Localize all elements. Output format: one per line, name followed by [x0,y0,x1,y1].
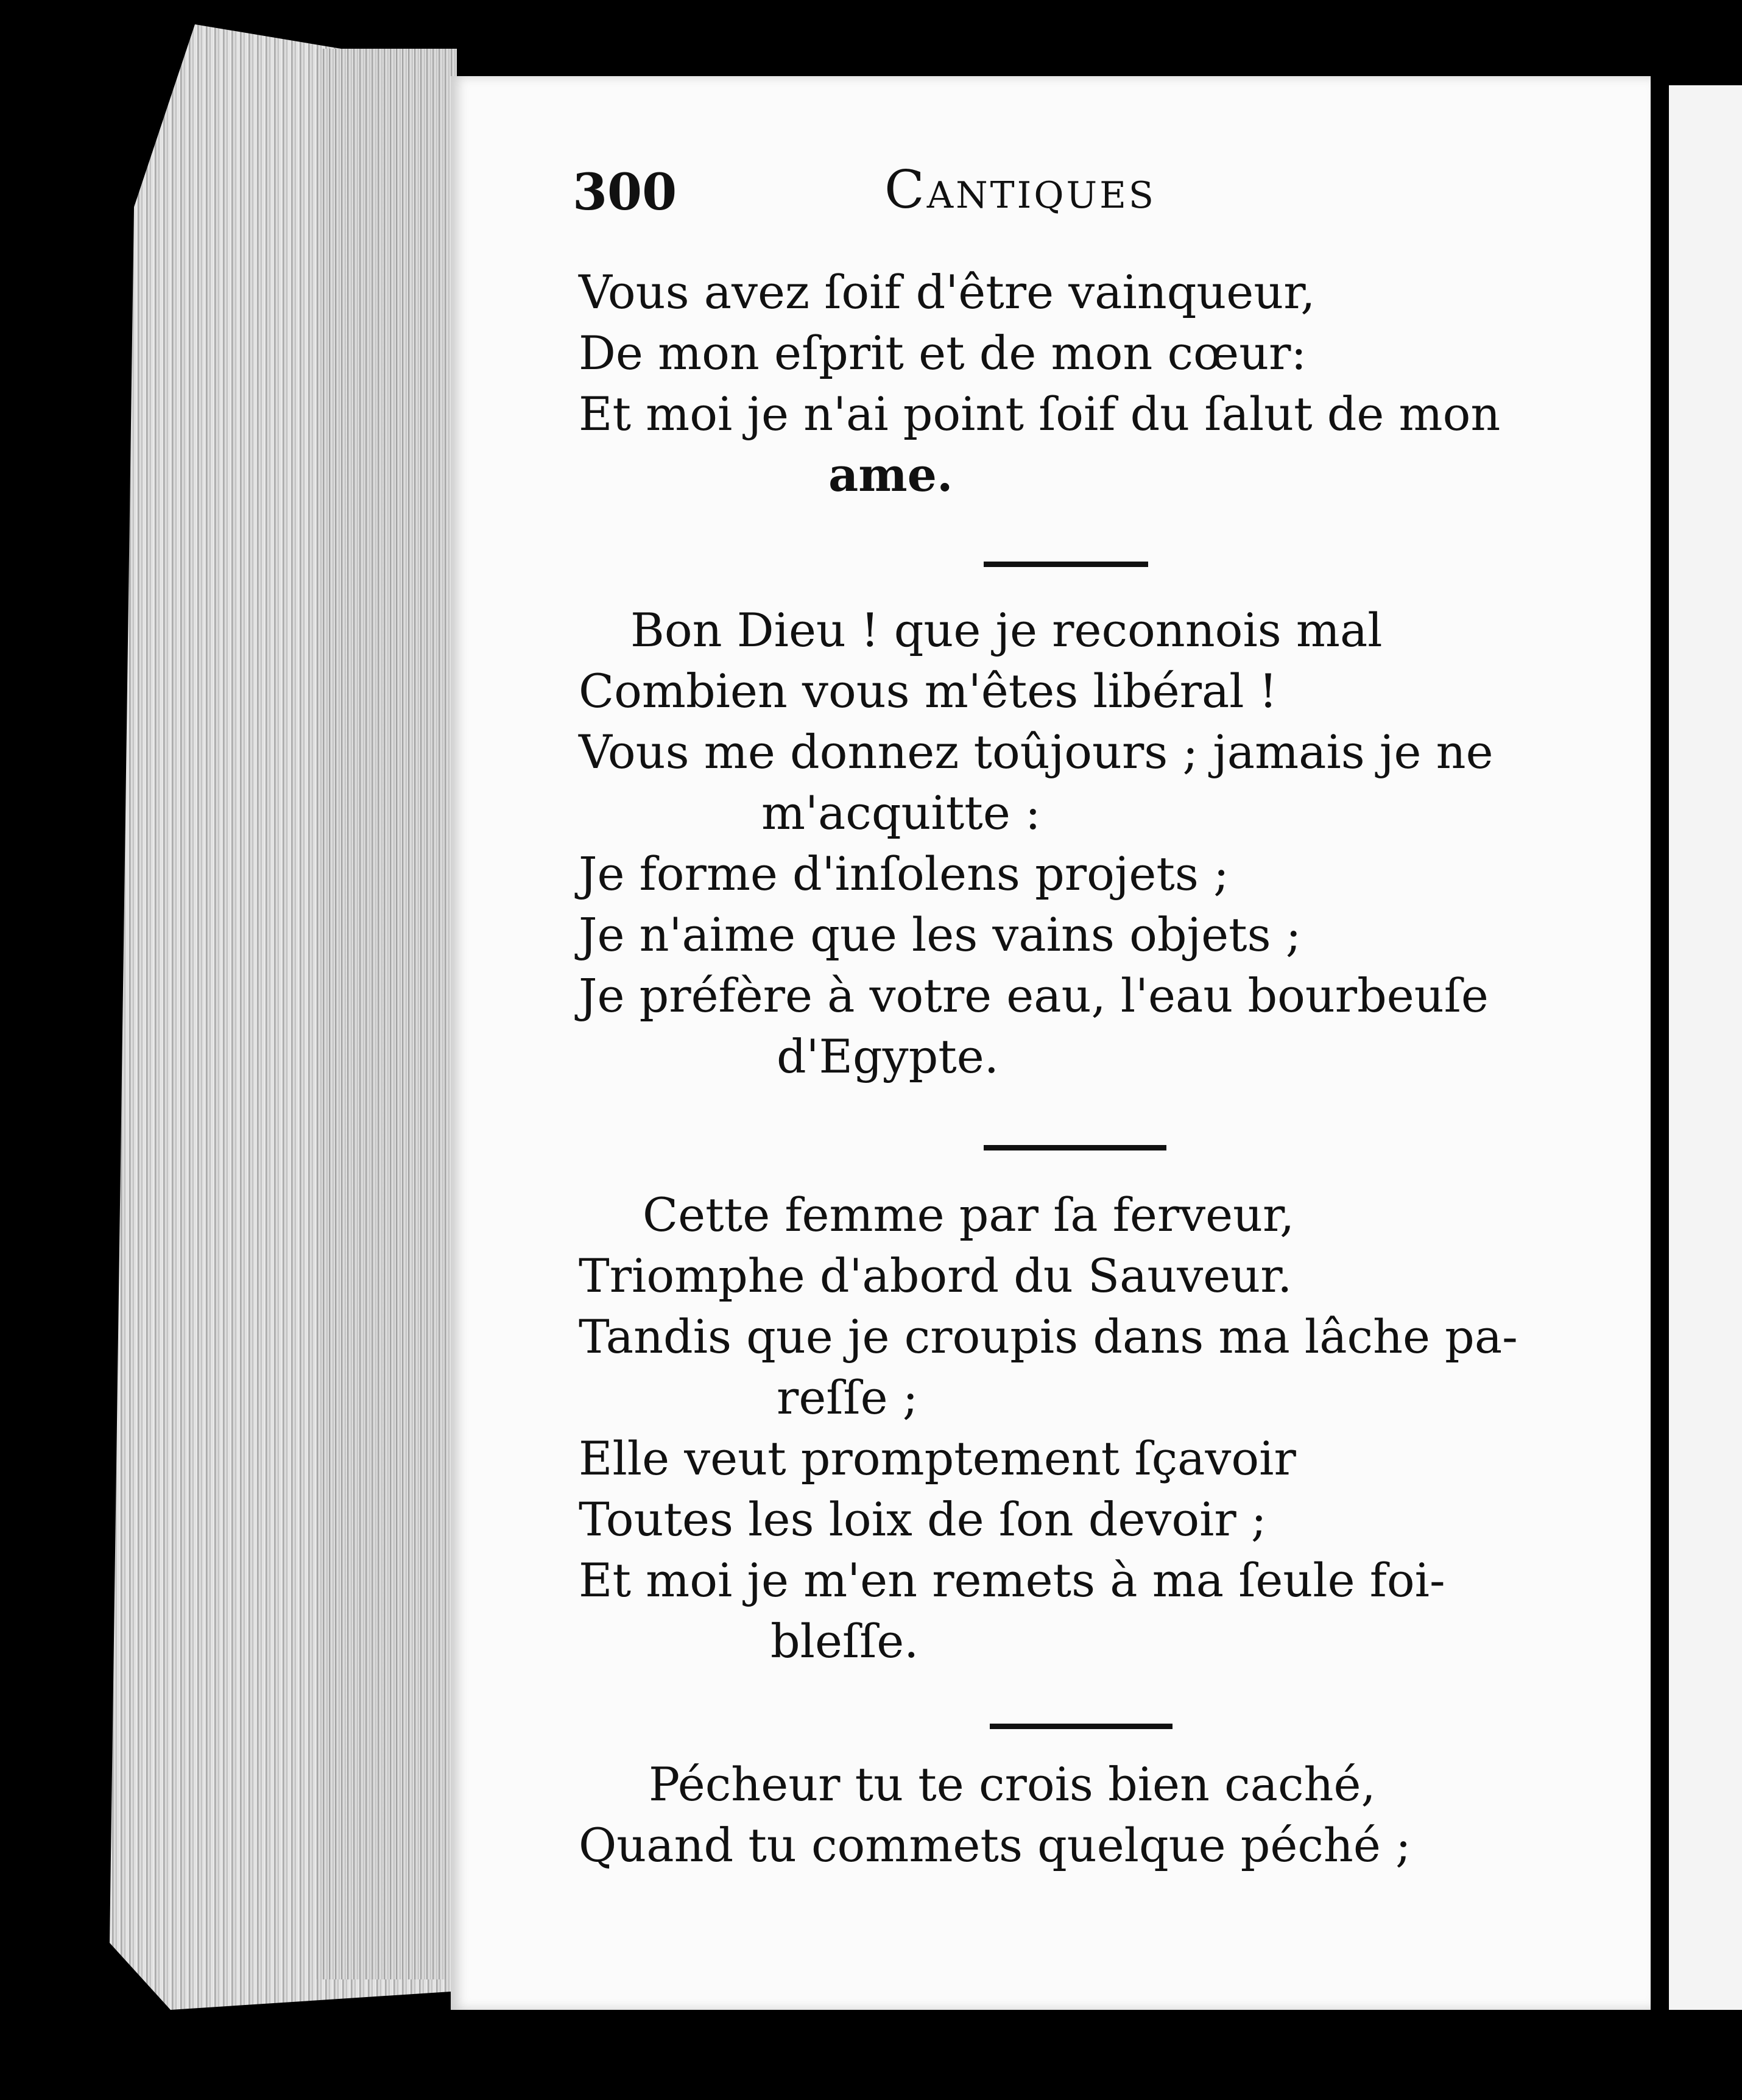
verse-line: Je forme d'inſolens projets ; [579,847,1229,901]
verse-line: Cette femme par ſa ferveur, [643,1188,1295,1242]
verse-line: ame. [828,448,953,502]
verse-line: Tandis que je croupis dans ma lâche pa- [579,1309,1518,1364]
verse-line: Et moi je n'ai point ſoif du ſalut de mon [579,387,1501,441]
verse-line: d'Egypte. [777,1029,999,1083]
stanza-1 [579,262,1590,506]
stanza-divider [984,1145,1166,1150]
page-number: 300 [573,163,677,222]
verse-line: bleſſe. [770,1614,919,1668]
stanza-3 [579,1185,1590,1672]
verse-line: Vous me donnez toûjours ; jamais je ne [579,725,1493,779]
stanza-2 [579,600,1590,1087]
verse-line: Vous avez ſoif d'être vainqueur, [579,265,1316,319]
verse-line: Bon Dieu ! que je reconnois mal [630,603,1383,657]
verse-line: Elle veut promptement ſçavoir [579,1431,1296,1485]
verse-line: Je préfère à votre eau, l'eau bourbeuſe [579,968,1489,1023]
stanza-divider [990,1724,1172,1729]
verse-line: Et moi je m'en remets à ma ſeule foi- [579,1553,1445,1607]
verse-line: Quand tu commets quelque péché ; [579,1818,1411,1872]
verse-line: Triomphe d'abord du Sauveur. [579,1249,1292,1303]
running-title: Cantiques [884,160,1157,220]
verse-line: reſſe ; [777,1370,919,1425]
verse-line: Toutes les loix de ſon devoir ; [579,1492,1267,1546]
facing-page-edge [1669,85,1742,2010]
verse-line: Combien vous m'êtes libéral ! [579,664,1278,718]
verse-line: De mon eſprit et de mon cœur: [579,326,1307,380]
stanza-divider [984,562,1148,567]
stanza-4 [579,1754,1590,1876]
verse-line: Je n'aime que les vains objets ; [579,907,1302,962]
verse-line: m'acquitte : [761,786,1041,840]
verse-line: Pécheur tu te crois bien caché, [649,1757,1376,1811]
page-stack-inner-edges [317,49,457,1979]
